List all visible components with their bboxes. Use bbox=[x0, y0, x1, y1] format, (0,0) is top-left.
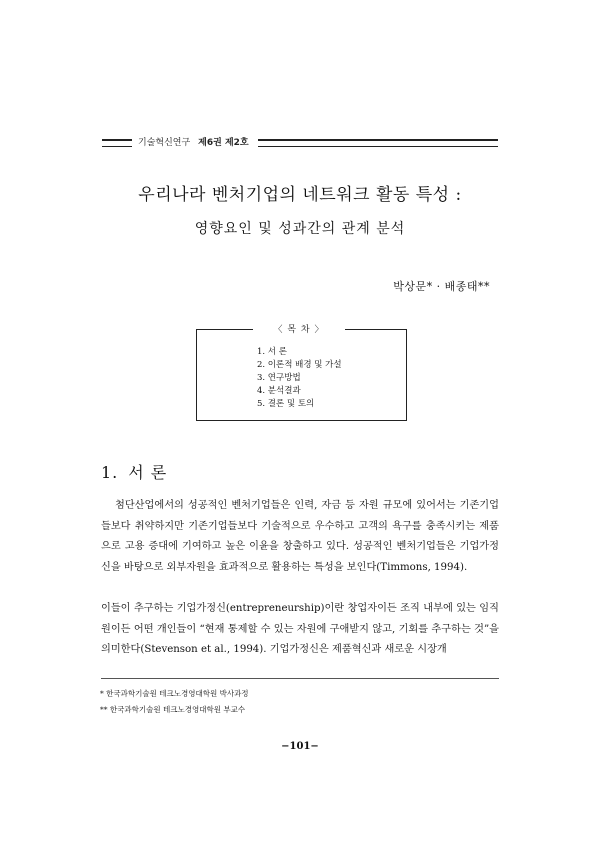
section-number: 1. bbox=[101, 463, 119, 482]
toc-heading: 〈 목 차 〉 bbox=[253, 322, 345, 335]
body-paragraph: 첨단산업에서의 성공적인 벤처기업들은 인력, 자금 등 자원 규모에 있어서는 기존기업들보다 취약하지만 기존기업들보다 기술적으로 우수하고 고객의 욕구를 충족시키는 제품으로 고용 증대에 기여하고 높은 이윤을 창출하고 있다. 성공적인 벤처기업들은 기업가정신을 바탕으로 외부자원을 효과적으로 활용하는 특성을 보인다(Timmons, 1994). bbox=[101, 500, 499, 573]
toc-item: 3. 연구방법 bbox=[257, 373, 301, 383]
author-line: 박상문* · 배종태** bbox=[393, 280, 490, 293]
running-header bbox=[138, 135, 249, 148]
header-rule-left bbox=[102, 139, 132, 147]
footnote-divider bbox=[101, 678, 499, 679]
toc-item: 2. 이론적 배경 및 가설 bbox=[257, 360, 342, 370]
journal-name: 기술혁신연구 bbox=[138, 138, 191, 148]
header-rule-right bbox=[258, 139, 498, 147]
footnote: * 한국과학기술원 테크노경영대학원 박사과정 bbox=[100, 689, 249, 698]
toc-list bbox=[257, 346, 342, 411]
body-paragraph: 이들이 추구하는 기업가정신(entrepreneurship)이란 창업자이든 조직 내부에 있는 임직원이든 어떤 개인들이 “현재 통제할 수 있는 자원에 구애받지 않고, 기회를 추구하는 것”을 의미한다(Stevenson et al., 1994). 기업가정신은 제품혁신과 새로운 시장개 bbox=[101, 603, 499, 655]
toc-item: 4. 분석결과 bbox=[257, 386, 301, 396]
footnote: ** 한국과학기술원 테크노경영대학원 부교수 bbox=[100, 705, 246, 714]
paper-title: 우리나라 벤처기업의 네트워크 활동 특성 : bbox=[138, 185, 462, 205]
section-heading bbox=[101, 460, 167, 483]
section-title: 서 론 bbox=[128, 463, 168, 482]
volume-issue: 제6권 제2호 bbox=[198, 138, 249, 148]
page-number: −101− bbox=[281, 741, 319, 752]
toc-item: 1. 서 론 bbox=[257, 347, 287, 357]
toc-item: 5. 결론 및 토의 bbox=[257, 399, 315, 409]
paper-subtitle: 영향요인 및 성과간의 관계 분석 bbox=[194, 221, 406, 237]
